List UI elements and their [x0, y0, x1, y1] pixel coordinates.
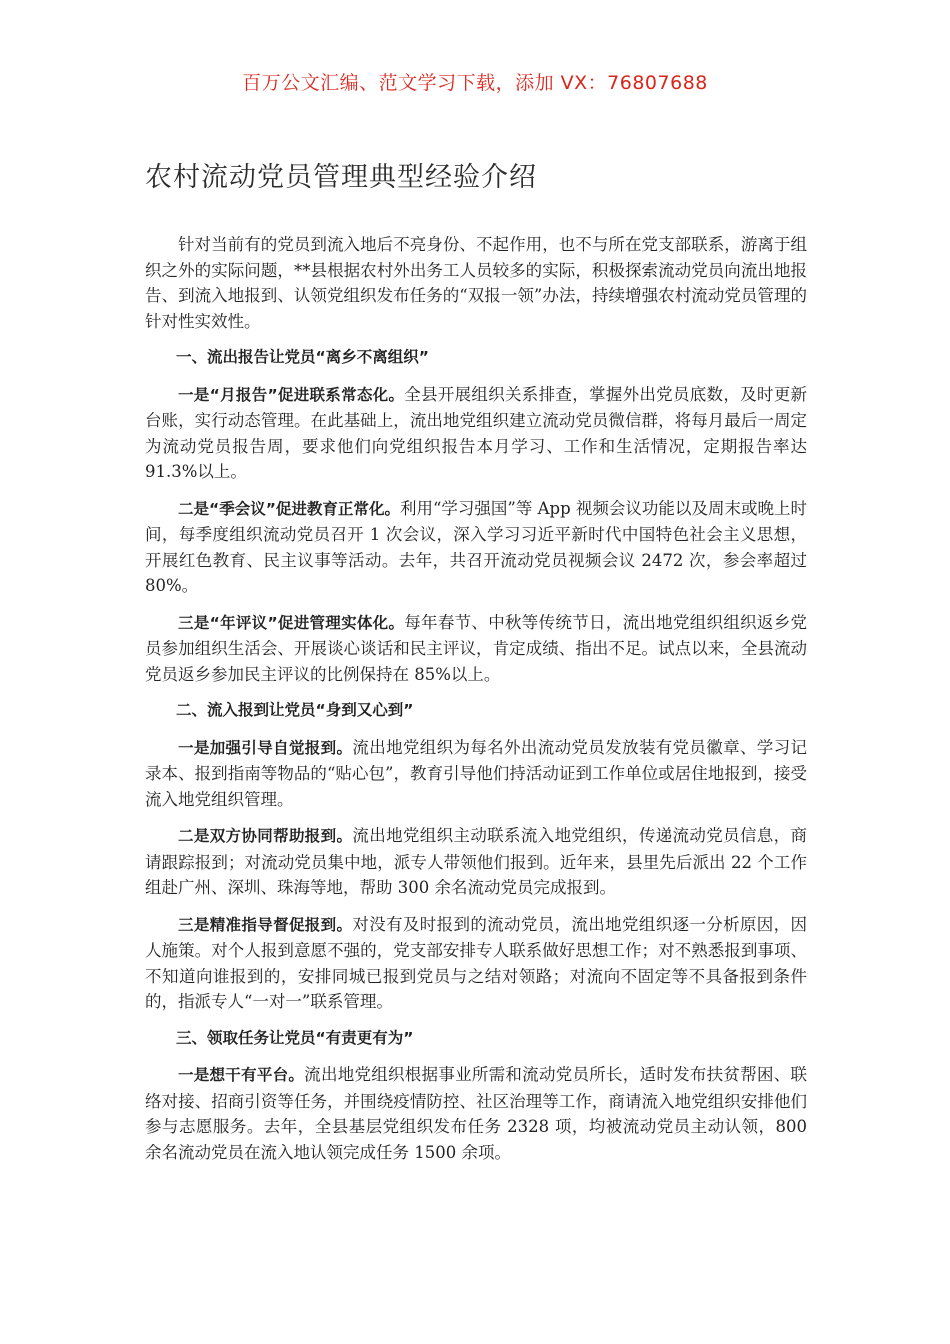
- section-heading: 一、流出报告让党员“离乡不离组织”: [176, 348, 429, 366]
- paragraph-lead: 三是“年评议”促进管理实体化。: [178, 613, 405, 632]
- paragraph-lead: 一是“月报告”促进联系常态化。: [178, 385, 405, 404]
- body-paragraph: [145, 496, 807, 599]
- paragraph-text: 流出地党组织根据事业所需和流动党员所长，适时发布扶贫帮困、联络对接、招商引资等任务，并围绕疫情防控、社区治理等工作，商请流入地党组织安排他们参与志愿服务。去年，全县基层党组织发布任务 2328 项，均被流动党员主动认领，800 余名流动党员在流入地认领完成任务 1500 余项。: [145, 1065, 807, 1162]
- paragraph-text: 流出地党组织为每名外出流动党员发放装有党员徽章、学习记录本、报到指南等物品的“贴心包”，教育引导他们持活动证到工作单位或居住地报到，接受流入地党组织管理。: [145, 737, 807, 809]
- promo-banner: 百万公文汇编、范文学习下载，添加 VX：76807688: [242, 72, 708, 94]
- paragraph-lead: 二是“季会议”促进教育正常化。: [178, 499, 400, 518]
- paragraph-lead: 三是精准指导督促报到。: [178, 915, 353, 934]
- paragraph-lead: 一是加强引导自觉报到。: [178, 738, 353, 757]
- body-paragraph: [145, 912, 807, 1015]
- paragraph-text: 利用“学习强国”等 App 视频会议功能以及周末或晚上时间，每季度组织流动党员召开 1 次会议，深入学习习近平新时代中国特色社会主义思想，开展红色教育、民主议事等活动。去年，共召开流动党员视频会议 2472 次，参会率超过 80%。: [145, 498, 807, 595]
- body-paragraph: [145, 610, 807, 688]
- section-heading: 三、领取任务让党员“有责更有为”: [176, 1028, 414, 1047]
- body-paragraph: [145, 1062, 807, 1165]
- document-title: 农村流动党员管理典型经验介绍: [145, 162, 537, 193]
- document-body: [145, 232, 807, 1176]
- intro-paragraph: 针对当前有的党员到流入地后不亮身份、不起作用，也不与所在党支部联系，游离于组织之外的实际问题，**县根据农村外出务工人员较多的实际，积极探索流动党员向流出地报告、到流入地报到、认领党组织发布任务的“双报一领”办法，持续增强农村流动党员管理的针对性实效性。: [145, 235, 807, 331]
- paragraph-text: 流出地党组织主动联系流入地党组织，传递流动党员信息，商请跟踪报到；对流动党员集中地，派专人带领他们报到。近年来，县里先后派出 22 个工作组赴广州、深圳、珠海等地，帮助 300 余名流动党员完成报到。: [145, 826, 807, 897]
- paragraph-text: 对没有及时报到的流动党员，流出地党组织逐一分析原因，因人施策。对个人报到意愿不强的，党支部安排专人联系做好思想工作；对不熟悉报到事项、不知道向谁报到的，安排同城已报到党员与之结对领路；对流向不固定等不具备报到条件的，指派专人“一对一”联系管理。: [145, 914, 807, 1011]
- paragraph-text: 全县开展组织关系排查，掌握外出党员底数，及时更新台账，实行动态管理。在此基础上，流出地党组织建立流动党员微信群，将每月最后一周定为流动党员报告周，要求他们向党组织报告本月学习、工作和生活情况，定期报告率达 91.3%以上。: [145, 384, 807, 481]
- body-paragraph: [145, 823, 807, 901]
- paragraph-lead: 二是双方协同帮助报到。: [178, 827, 353, 845]
- paragraph-lead: 一是想干有平台。: [178, 1066, 305, 1084]
- body-paragraph: [145, 382, 807, 485]
- body-paragraph: [145, 735, 807, 813]
- section-heading: 二、流入报到让党员“身到又心到”: [176, 701, 414, 719]
- paragraph-text: 每年春节、中秋等传统节日，流出地党组织组织返乡党员参加组织生活会、开展谈心谈话和民主评议，肯定成绩、指出不足。试点以来，全县流动党员返乡参加民主评议的比例保持在 85%以上。: [145, 612, 807, 684]
